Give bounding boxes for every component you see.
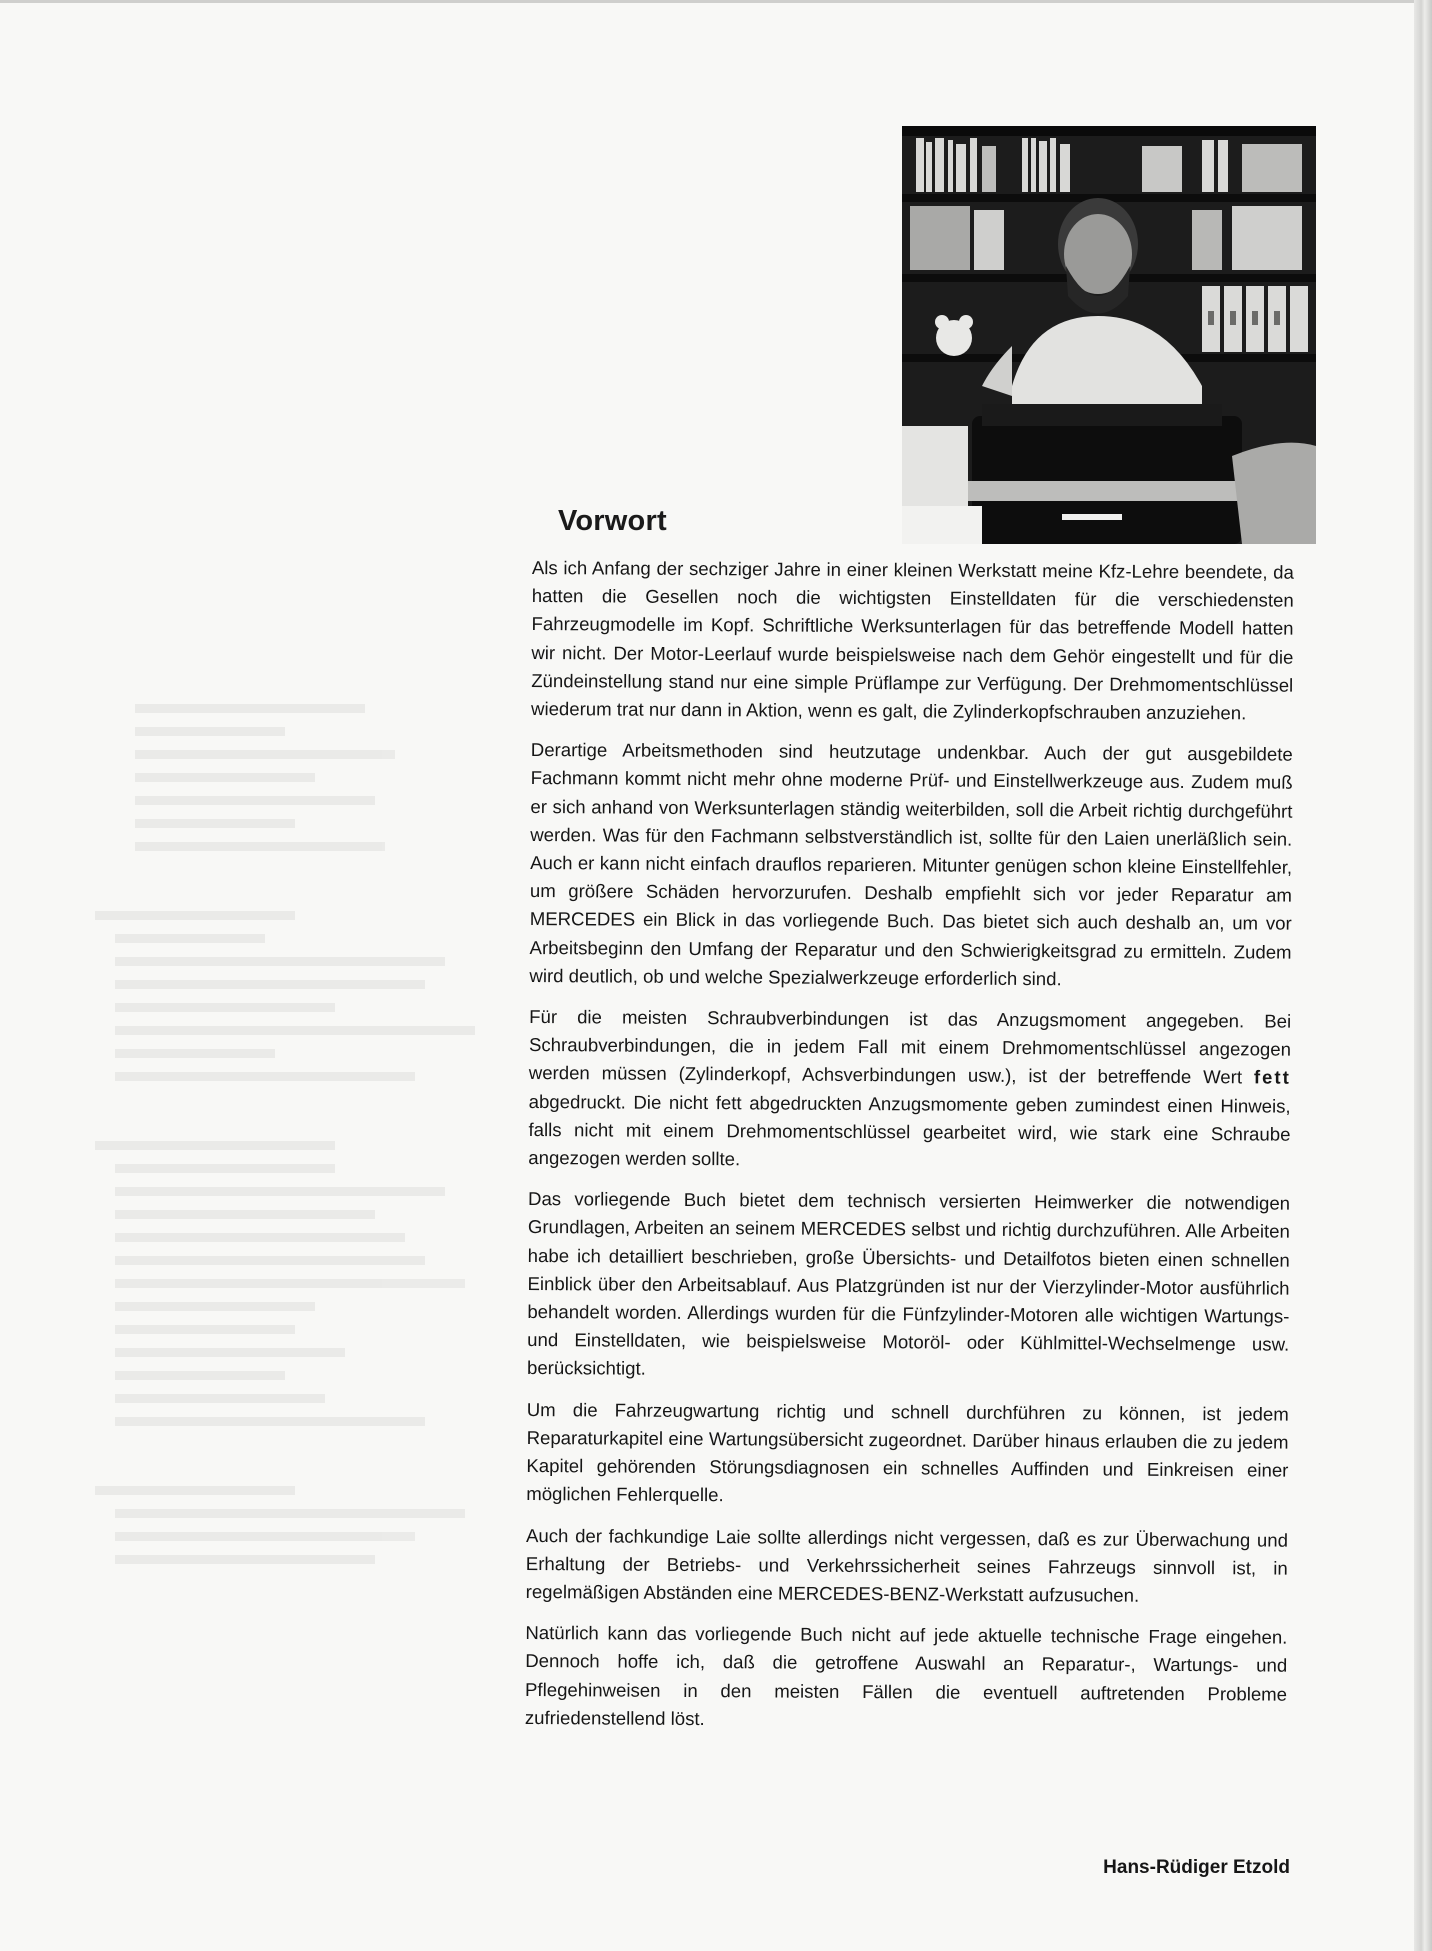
paragraph-4: Das vorliegende Buch bietet dem technisch versierten Heimwerker die notwendigen Grundlagen, Arbeiten an seinem MERCEDES selbst und richtig durchzuführen. Alle Arbeiten habe ich detailliert beschrieben, große Übersichts- und Detailfotos bieten einen schnellen Einblick über den Arbeitsablauf. Aus Platzgründen ist nur der Vierzylinder-Motor ausführlich behandelt worden. Allerdings wurden für die Fünfzylinder-Motoren alle wichtigen Wartungs- und Einstelldaten, wie beispielsweise Motoröl- oder Kühlmittel-Wechselmenge usw. berücksichtigt. [526, 1188, 1291, 1380]
foreword-body [525, 554, 1294, 1750]
bold-word: fett [1253, 1066, 1291, 1089]
paragraph-1: Als ich Anfang der sechziger Jahre in einer kleinen Werkstatt meine Kfz-Lehre beendete, da hatten die Gesellen noch die wichtigsten Einstelldaten für die verschiedensten Fahrzeugmodelle im Kopf. Schriftliche Werksunterlagen für das betreffende Modell hatten wir nicht. Der Motor-Leerlauf wurde beispielsweise nach dem Gehör eingestellt und für die Zündeinstellung stand nur eine simple Prüflampe zur Verfügung. Der Drehmomentschlüssel wiederum trat nur dann in Aktion, wenn es galt, die Zylinderkopfschrauben anzuziehen. [530, 556, 1294, 724]
paragraph-5: Um die Fahrzeugwartung richtig und schnell durchführen zu können, ist jedem Reparaturkapitel eine Wartungsübersicht zugeordnet. Darüber hinaus erlauben die zu jedem Kapitel gehörenden Störungsdiagnosen ein schnelles Auffinden und Einkreisen einer möglichen Fehlerquelle. [526, 1398, 1289, 1506]
paragraph-7: Natürlich kann das vorliegende Buch nicht auf jede aktuelle technische Frage eingehen. Dennoch hoffe ich, daß die getroffene Auswahl an Reparatur-, Wartungs- und Pflegehinweisen in den meisten Fällen die eventuell auftretenden Probleme zufriedenstellend löst. [524, 1622, 1288, 1729]
paragraph-3-part-2: abgedruckt. Die nicht fett abgedruckten Anzugsmomente geben zumindest einen Hinweis, falls nicht mit einem Drehmomentschlüssel gearbeitet wird, wie stark eine Schraube angezogen werden sollte. [528, 1090, 1291, 1170]
paragraph-3-part-1: Für die meisten Schraubverbindungen ist das Anzugsmoment angegeben. Bei Schraubverbindungen, die in jedem Fall mit einem Drehmomentschlüssel angezogen werden müssen (Zylinderkopf, Achsverbindungen usw.), ist der betreffende Wert [528, 1006, 1292, 1088]
author-photo [902, 126, 1316, 544]
page-edge-stack [1414, 0, 1432, 1951]
top-rule [0, 0, 1414, 3]
paragraph-6: Auch der fachkundige Laie sollte allerdings nicht vergessen, daß es zur Überwachung und Erhaltung der Betriebs- und Verkehrssicherheit seines Fahrzeugs sinnvoll ist, in regelmäßigen Abständen eine MERCEDES-BENZ-Werkstatt aufzusuchen. [525, 1524, 1289, 1606]
author-signature: Hans-Rüdiger Etzold [1103, 1857, 1290, 1878]
paragraph-3 [528, 1003, 1291, 1177]
page-title: Vorwort [558, 505, 667, 537]
paragraph-2: Derartige Arbeitsmethoden sind heutzutage undenkbar. Auch der gut ausgebildete Fachmann kommt nicht mehr ohne moderne Prüf- und Einstellwerkzeuge aus. Zudem muß er sich anhand von Werksunterlagen ständig weiterbilden, soll die Arbeit richtig durchgeführt werden. Was für den Fachmann selbstverständlich ist, sollte für den Laien unerläßlich sein. Auch er kann nicht einfach drauflos reparieren. Mitunter genügen schon kleine Einstellfehler, um größere Schäden hervorzurufen. Deshalb empfiehlt sich vor jeder Reparatur am MERCEDES ein Blick in das vorliegende Buch. Das bietet sich auch deshalb an, um vor Arbeitsbeginn den Umfang der Reparatur und den Schwierigkeitsgrad zu ermitteln. Zudem wird deutlich, ob und welche Spezialwerkzeuge erforderlich sind. [529, 739, 1293, 990]
show-through-background [95, 690, 515, 1578]
